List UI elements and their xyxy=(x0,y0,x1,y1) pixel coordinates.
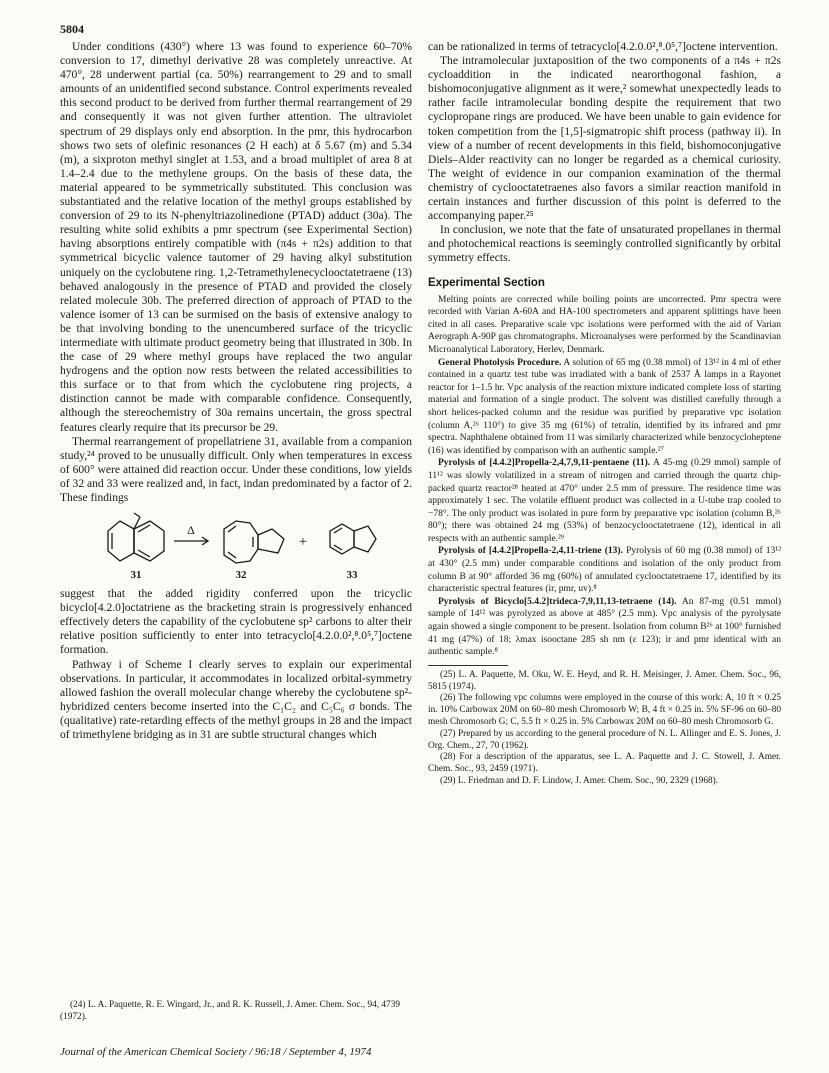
experimental-text: Pyrolysis of 60 mg (0.38 mmol) of 13¹² at 430° (2.5 mm) under comparable conditions and isolation of the only product from column B at 90° afforded 36 mg (60%) of annulated cyclooctatetraene 17, identified by its characteristic spectral features (ir, pmr, uv).⁸ xyxy=(428,546,781,595)
experimental-title: General Photolysis Procedure. xyxy=(438,357,562,368)
footnote: (28) For a description of the apparatus, see L. A. Paquette and J. C. Stowell, J. Amer. Chem. Soc., 93, 2459 (1971). xyxy=(428,752,781,775)
footnote: (27) Prepared by us according to the general procedure of N. L. Allinger and E. S. Jones, J. Org. Chem., 27, 70 (1962). xyxy=(428,728,781,751)
left-column xyxy=(60,40,412,742)
experimental-paragraph xyxy=(428,596,781,659)
experimental-paragraph xyxy=(428,457,781,545)
scheme-plus: + xyxy=(298,534,308,551)
reaction-scheme xyxy=(60,511,412,583)
structure-33 xyxy=(330,524,376,554)
body-paragraph: Pathway i of Scheme I clearly serves to explain our experimental observations. In particular, it accommodates in localized orbital-symmetry allowed fashion the overall molecular change whereby the cyclobutene sp²-hybridized centers become inserted into the C₁C₂ and C₅C₆ σ bonds. The (qualitative) rate-retarding effects of the methyl groups in 28 and the impact of trimethylene bridging as in 31 are subtle structural changes which xyxy=(60,658,412,742)
page-number: 5804 xyxy=(60,22,84,36)
experimental-text: A solution of 65 mg (0.38 mmol) of 13¹² in 4 ml of ether contained in a quartz test tube was irradiated with a bank of 2537 Å lamps in a Rayonet reactor for 1–1.5 hr. Vpc analysis of the reaction mixture indicated complete loss of starting material and formation of a single product. The solvent was distilled carefully through a short helices-packed column and the residue was purified by preparative vpc isolation (column A,²⁶ 110°) to give 35 mg (61%) of tetralin, identified by its infrared and pmr spectra. Naphthalene obtained from 11 was similarly characterized while benzocycloheptene (16) was identified by comparison with an authentic sample.²⁷ xyxy=(428,357,781,456)
right-column xyxy=(428,40,781,788)
journal-footer: Journal of the American Chemical Society / 96:18 / September 4, 1974 xyxy=(60,1046,372,1058)
experimental-title: Pyrolysis of Bicyclo[5.4.2]trideca-7,9,11,13-tetraene (14). xyxy=(438,596,677,607)
structure-32 xyxy=(224,521,284,563)
body-paragraph: In conclusion, we note that the fate of unsaturated propellanes in thermal and photochemical reactions is seemingly controlled significantly by orbital symmetry effects. xyxy=(428,224,781,265)
experimental-title: Pyrolysis of [4.4.2]Propella-2,4,7,9,11-pentaene (11). xyxy=(438,458,651,469)
footnote: (25) L. A. Paquette, M. Oku, W. E. Heyd, and R. H. Meisinger, J. Amer. Chem. Soc., 96, 5815 (1974). xyxy=(428,669,781,692)
footnote-rule xyxy=(428,665,508,666)
label-32: 32 xyxy=(235,569,247,582)
label-33: 33 xyxy=(346,569,358,582)
left-footnotes xyxy=(60,1000,412,1025)
footnote: (29) L. Friedman and D. F. Lindow, J. Amer. Chem. Soc., 90, 2329 (1968). xyxy=(440,775,719,786)
body-paragraph: suggest that the added rigidity conferred upon the tricyclic bicyclo[4.2.0]octatriene as the bracketing strain is progressively enhanced effectively deters the capability of the cyclobutene sp² carbons to alter their relative position sufficiently to enter into tetracyclo[4.2.0.0²,⁸.0⁵,⁷]octene formation. xyxy=(60,588,412,657)
experimental-paragraph xyxy=(428,545,781,595)
body-paragraph: Thermal rearrangement of propellatriene 31, available from a companion study,²⁴ proved to be unusually difficult. Only when temperatures in excess of 600° were attained did reaction occur. Under these conditions, low yields of 32 and 33 were realized and, in fact, indan predominated by a factor of 2. These findings xyxy=(60,435,412,504)
body-paragraph: can be rationalized in terms of tetracyclo[4.2.0.0²,⁸.0⁵,⁷]octene intervention. xyxy=(428,41,778,53)
body-paragraph: Under conditions (430°) where 13 was found to experience 60–70% conversion to 17, dimethyl derivative 28 was completely unreactive. At 470°, 28 underwent partial (ca. 50%) rearrangement to 29 and to small amounts of an unidentified second substance. Control experiments revealed this second product to be derived from further thermal rearrangement of 29 and consequently it was not given further attention. The ultraviolet spectrum of 29 displays only end absorption. In the pmr, this hydrocarbon shows two sets of olefinic resonances (2 H each) at δ 5.67 (m) and 5.34 (m), a sixproton methyl singlet at 1.53, and a broad multiplet of area 8 at 1.4–2.4 due to the methylene groups. On the basis of these data, the material appeared to be symmetrically substituted. This conclusion was substantiated and the relative location of the methyl groups established by conversion of 29 to its N-phenyltriazolinedione (PTAD) adduct (30a). The resulting white solid exhibits a pmr spectrum (see Experimental Section) having absorptions entirely compatible with (π4s + π2s) addition to that symmetrical bicyclic valence tautomer of 29 having alkyl substitution uniquely on the cyclobutene ring. 1,2-Tetramethylenecyclooctatetraene (13) behaved analogously in the presence of PTAD and provided the closely related molecule 30b. The preferred direction of approach of PTAD to the valence isomer of 13 can be surmised on the basis of extensive analogy to be that involving bonding to the unencumbered surface of the tricyclic intermediate with ultimate product geometry being that illustrated in 30b. In the case of 29 where methyl groups have replaced the two angular hydrogens and the option now rests between the related accessibilities to this surface or to that from which the cyclobutene ring projects, a distinction cannot be made with comparable confidence. Consequently, although the stereochemistry of 30a remains uncertain, the gross spectral features clearly require that its precursor be 29. xyxy=(60,41,412,434)
experimental-section xyxy=(428,294,781,659)
footnote: (24) L. A. Paquette, R. E. Wingard, Jr., and R. K. Russell, J. Amer. Chem. Soc., 94, 4739 (1972). xyxy=(60,1000,400,1022)
reaction-arrow xyxy=(174,537,208,545)
arrow-label: Δ xyxy=(187,523,195,538)
experimental-paragraph xyxy=(428,294,781,357)
experimental-text: Melting points are corrected while boiling points are uncorrected. Pmr spectra were recorded with Varian A-60A and HA-100 spectrometers and apparent splittings have been cited in all cases. Preparative scale vpc isolations were performed with the aid of Varian Aerograph A-90P gas chromatographs. Microanalyses were performed by the Scandinavian Microanalytical Laboratory, Herlev, Denmark. xyxy=(428,294,781,355)
experimental-title: Pyrolysis of [4.4.2]Propella-2,4,11-triene (13). xyxy=(438,546,623,557)
scheme-drawing xyxy=(60,511,412,583)
experimental-text: An 87-mg (0.51 mmol) sample of 14¹² was pyrolyzed as above at 485° (2.5 mm). Vpc analysis of the pyrolysate again showed a single component to be present. Isolation from column B²⁶ at 100° furnished 41 mg (47%) of 18; λmax isooctane 285 sh nm (ε 123); ir and pmr identical with an authentic sample.⁸ xyxy=(428,596,781,658)
section-heading: Experimental Section xyxy=(428,276,545,289)
experimental-text: A 45-mg (0.29 mmol) sample of 11¹² was slowly volatilized in a stream of nitrogen and carried through the quartz chip-packed quartz reactor²⁸ heated at 470° under 2.5 mm of pressure. The residence time was approximately 1 sec. The volatile effluent product was collected in a U-tube trap cooled to −78°. The only product was isolated in pure form by preparative vpc isolation (column B,²⁶ 80°); there was obtained 24 mg (53%) of benzocyclooctatetraene (12), identical in all respects with an authentic sample.²⁹ xyxy=(428,458,781,544)
label-31: 31 xyxy=(130,569,142,582)
structure-31 xyxy=(108,513,164,561)
experimental-paragraph xyxy=(428,357,781,458)
body-paragraph: The intramolecular juxtaposition of the two components of a π4s + π2s cycloaddition in the indicated nearorthogonal fashion, a bishomoconjugative alignment as it were,² somewhat unexpectedly leads to rather facile intramolecular bonding despite the requirement that two cyclopropane rings are produced. We have been unable to gain evidence for token competition from the [1,5]-sigmatropic shift process (pathway ii). In view of a number of recent developments in this field, bishomoconjugative Diels–Alder reactivity can no longer be regarded as a chemical curiosity. The weight of evidence in our companion examination of the thermal chemistry of cyclooctatetraenes also favors a similar reaction manifold in certain instances and further discussion of this point is deferred to the accompanying paper.²⁵ xyxy=(428,55,781,223)
footnote: (26) The following vpc columns were employed in the course of this work: A, 10 ft × 0.25 in. 10% Carbowax 20M on 60–80 mesh Chromosorb W; B, 4 ft × 0.25 in. 5% SF-96 on 60–80 mesh Chromosorb G; C, 5.5 ft × 0.25 in. 5% Carbowax 20M on 60–80 mesh Chromosorb G. xyxy=(428,693,781,727)
